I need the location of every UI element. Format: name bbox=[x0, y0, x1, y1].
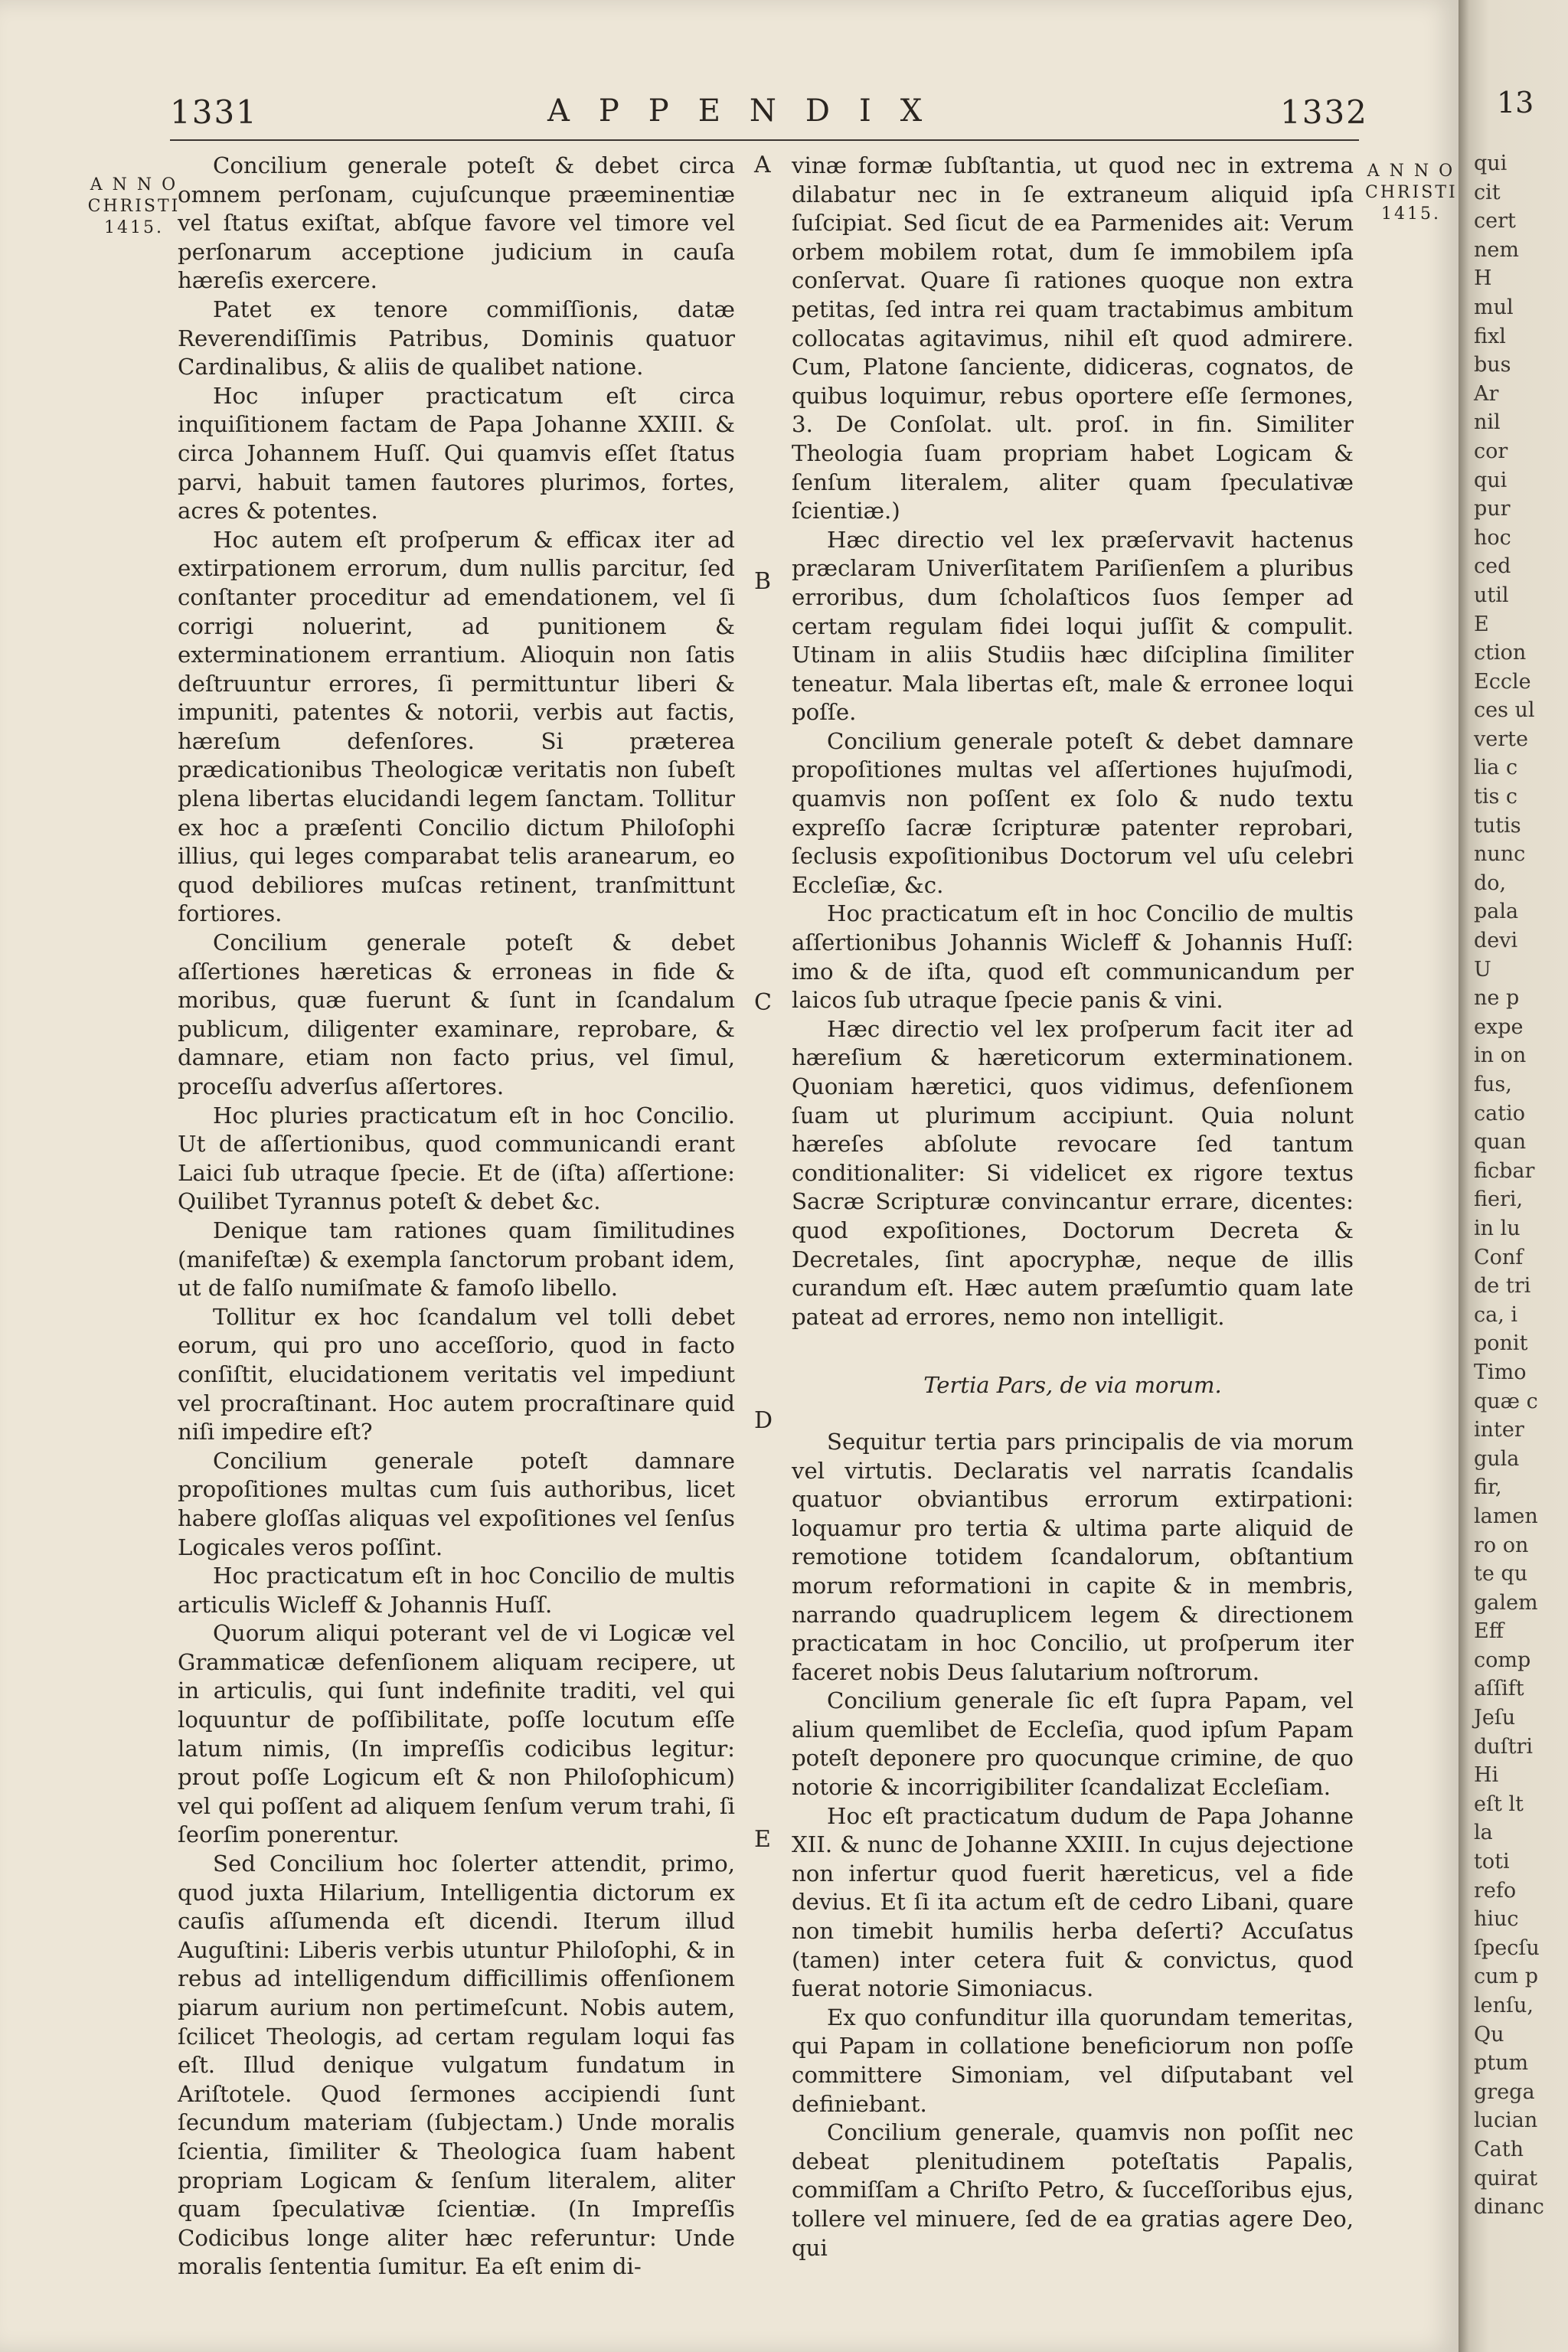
adjacent-page-line: ction bbox=[1474, 641, 1527, 665]
adjacent-page-line: do, bbox=[1474, 871, 1507, 895]
adjacent-page-line: cum p bbox=[1474, 1965, 1538, 1989]
paragraph: Hoc eſt practicatum dudum de Papa Johanne XII. & nunc de Johanne XXIII. In cujus dejectione non infertur quod fuerit hæreticus, vel a fide devius. Et ſi ita actum eſt de cedro Libani, quare non timebit humilis herba deſerti? Accuſatus (tamen) inter cetera fuit & convictus, quod fuerat notorie Simoniacus. bbox=[792, 1802, 1354, 2002]
adjacent-page-line: Eff bbox=[1474, 1619, 1504, 1644]
adjacent-page-line: ptum bbox=[1474, 2051, 1529, 2076]
adjacent-page-line: grega bbox=[1474, 2079, 1535, 2104]
adjacent-page-line: nil bbox=[1474, 410, 1501, 435]
adjacent-page-line: fir, bbox=[1474, 1475, 1502, 1500]
paragraph: vinæ formæ ſubſtantia, ut quod nec in extrema dilabatur nec in ſe extraneum aliquid ipſa ſuſcipiat. Sed ſicut de ea Parmenides ait: Verum orbem mobilem rotat, dum ſe immobilem ipſa conſervat. Quare ſi rationes quoque non extra petitas, ſed intra rei quam tractabimus ambitum collocatas agitavimus, nihil eſt quod admirere. Cum, Platone ſanciente, didiceras, cognatos, de quibus loquimur, rebus oportere eſſe ſermones, 3. De Conſolat. ult. proſ. in fin. Similiter Theologia ſuam propriam habet Logicam & ſenſum literalem, aliter quam ſpeculativæ ſcientiæ.) bbox=[792, 152, 1354, 524]
adjacent-page-number: 13 bbox=[1497, 86, 1534, 119]
adjacent-page-line: qui bbox=[1474, 152, 1508, 175]
adjacent-page-line: H bbox=[1474, 266, 1492, 291]
paragraph: Sed Concilium hoc ſolerter attendit, primo, quod juxta Hilarium, Intelligentia dictorum ex cauſis aſſumenda eſt dicendi. Iterum illud Auguſtini: Liberis verbis utuntur Philoſophi, & in rebus ad intelligendum difficillimis offenſionem piarum aurium non pertimeſcunt. Nobis autem, ſcilicet Theologis, ad certam regulam loqui fas eſt. Illud denique vulgatum fundatum in Ariſtotele. Quod ſermones accipiendi ſunt ſecundum materiam (ſubjectam.) Unde moralis ſcientia, ſimiliter & Theologica ſuam habent propriam Logicam & ſenſum literalem, aliter quam ſpeculativæ ſcientiæ. (In Impreſſis Codicibus longe aliter hæc referuntur: Unde moralis ſententia ſumitur. Ea eſt enim di- bbox=[178, 1851, 735, 2280]
section-letter: A bbox=[754, 152, 771, 178]
paragraph: Concilium generale poteſt damnare propoſitiones multas cum ſuis authoribus, licet habere gloſſas aliquas vel expoſitiones vel ſenſus Logicales veros poſſint. bbox=[178, 1447, 735, 1560]
paragraph: Hoc practicatum eſt in hoc Concilio de multis articulis Wicleff & Johannis Huſſ. bbox=[178, 1563, 735, 1618]
paragraph: Concilium generale ſic eſt ſupra Papam, vel alium quemlibet de Eccleſia, quod ipſum Papam poteſt deponere pro quocunque crimine, de quo notorie & incorrigibiliter ſcandalizat Eccleſiam. bbox=[792, 1687, 1354, 1801]
adjacent-page-line: E bbox=[1474, 612, 1489, 636]
adjacent-page-line: qui bbox=[1474, 468, 1508, 492]
adjacent-page-line: verte bbox=[1474, 727, 1528, 751]
adjacent-page-line: Timo bbox=[1474, 1360, 1527, 1384]
adjacent-page-line: bus bbox=[1474, 353, 1511, 377]
adjacent-page-line: hoc bbox=[1474, 525, 1511, 550]
adjacent-page-line: Hi bbox=[1474, 1763, 1499, 1788]
margin-note-year-left bbox=[84, 175, 184, 239]
margin-note-line: 1415. bbox=[104, 218, 164, 237]
adjacent-page-line: in on bbox=[1474, 1044, 1527, 1068]
paragraph: Tollitur ex hoc ſcandalum vel tolli debet eorum, qui pro uno acceſſorio, quod in facto conſiſtit, elucidationem veritatis vel impediunt vel procraſtinant. Hoc autem procraſtinare quid niſi impedire eſt? bbox=[178, 1303, 735, 1446]
paragraph: Patet ex tenore commiſſionis, datæ Reverendiſſimis Patribus, Dominis quatuor Cardinalibus, & aliis de qualibet natione. bbox=[178, 296, 735, 381]
adjacent-page-line: lucian bbox=[1474, 2109, 1538, 2133]
paragraph: Concilium generale poteſt & debet circa omnem perſonam, cujuſcunque præeminentiæ vel ſtatus exiſtat, abſque favore vel timore vel perſonarum acceptione judicium in cauſa hæreſis exercere. bbox=[178, 152, 735, 294]
adjacent-page-line: te qu bbox=[1474, 1562, 1528, 1586]
adjacent-page-line: quan bbox=[1474, 1130, 1527, 1155]
paragraph: Quorum aliqui poterant vel de vi Logicæ vel Grammaticæ defenſionem aliquam recipere, ut in articulis, qui ſunt indefinite traditi, vel qui loquuntur de poſſibilitate, poſſe locutum eſſe latum nimis, (In impreſſis codicibus legitur: prout poſſe Logicum eſt & non Philoſophicum) vel qui poſſent ad aliquem ſenſum verum trahi, ſi ſeorſim ponerentur. bbox=[178, 1620, 735, 1848]
running-title: APPENDIX bbox=[547, 93, 952, 129]
paragraph: Sequitur tertia pars principalis de via morum vel virtutis. Declaratis vel narratis ſcandalis quatuor obviantibus errorum extirpationi: loquamur pro tertia & ultima parte aliquid de remotione totidem ſcandalorum, obſtantium morum reformationi in capite & in membris, narrando quadruplicem legem & directionem practicatam in hoc Concilio, ut proſperum iter faceret nobis Deus ſalutarium noſtrorum. bbox=[792, 1428, 1354, 1685]
paragraph: Ex quo confunditur illa quorundam temeritas, qui Papam in collatione beneficiorum non poſſe committere Simoniam, vel diſputabant vel definiebant. bbox=[792, 2004, 1354, 2117]
adjacent-page-line: quæ c bbox=[1474, 1389, 1538, 1413]
adjacent-page-line: duſtri bbox=[1474, 1734, 1534, 1759]
adjacent-page-line: catio bbox=[1474, 1101, 1525, 1125]
adjacent-page-line: pala bbox=[1474, 900, 1519, 924]
adjacent-page-line: eſt lt bbox=[1474, 1792, 1524, 1816]
adjacent-page-line: ces ul bbox=[1474, 698, 1535, 723]
adjacent-page-line: toti bbox=[1474, 1850, 1510, 1874]
adjacent-page-line: fixl bbox=[1474, 324, 1506, 348]
adjacent-page-line: cor bbox=[1474, 439, 1508, 463]
adjacent-page-line: quirat bbox=[1474, 2166, 1538, 2190]
adjacent-page-line: cert bbox=[1474, 209, 1516, 234]
section-letter: E bbox=[754, 1826, 771, 1853]
adjacent-page-line: Cath bbox=[1474, 2137, 1524, 2161]
paragraph: Hoc practicatum eſt in hoc Concilio de multis aſſertionibus Johannis Wicleff & Johannis Huſſ: imo & de iſta, quod eſt communicandum per laicos ſub utraque ſpecie panis & vini. bbox=[792, 900, 1354, 1014]
adjacent-page-line: devi bbox=[1474, 929, 1518, 953]
adjacent-page-line: refo bbox=[1474, 1878, 1517, 1903]
adjacent-page-text bbox=[1474, 149, 1566, 2222]
adjacent-page-line: in lu bbox=[1474, 1216, 1521, 1240]
adjacent-page-line: de tri bbox=[1474, 1274, 1531, 1298]
adjacent-page-line: tutis bbox=[1474, 813, 1521, 838]
adjacent-page-line: ca, i bbox=[1474, 1302, 1518, 1327]
margin-note-line: CHRISTI bbox=[87, 197, 181, 216]
section-letter: B bbox=[754, 568, 772, 595]
adjacent-page-line: nunc bbox=[1474, 842, 1526, 867]
adjacent-page-line: Ar bbox=[1474, 381, 1499, 406]
paragraph: Hoc inſuper practicatum eſt circa inquiſitionem factam de Papa Johanne XXIII. & circa Johannem Huſſ. Qui quamvis eſſet ſtatus parvi, habuit tamen fautores plurimos, fortes, acres & potentes. bbox=[178, 382, 735, 524]
adjacent-page-line: gula bbox=[1474, 1446, 1520, 1471]
adjacent-page-line: ponit bbox=[1474, 1331, 1528, 1356]
adjacent-page-line: hiuc bbox=[1474, 1907, 1519, 1932]
adjacent-page-line: Jeſu bbox=[1474, 1706, 1516, 1730]
page-number-left: 1331 bbox=[170, 93, 258, 131]
adjacent-page-line: ne p bbox=[1474, 986, 1520, 1011]
paragraph: Concilium generale poteſt & debet aſſertiones hæreticas & erroneas in fide & moribus, quæ fuerunt & ſunt in ſcandalum publicum, diligenter examinare, reprobare, & damnare, etiam non facto prius, vel ſimul, proceſſu adverſus aſſertores. bbox=[178, 929, 735, 1099]
adjacent-page-line: cit bbox=[1474, 180, 1501, 204]
paragraph: Hoc autem eſt proſperum & efficax iter ad extirpationem errorum, dum nullis parcitur, ſed conſtanter proceditur ad emendationem, vel ſi corrigi noluerint, ad punitionem & exterminationem errantium. Alioquin non ſatis deſtruuntur errores, ſi permittuntur liberi & impuniti, patentes & notorii, verbis aut factis, hæreſum defenſores. Si præterea prædicationibus Theologicæ veritatis non ſubeſt plena libertas elucidandi legem ſanctam. Tollitur ex hoc a præſenti Concilio dictum Philoſophi illius, qui leges comparabat telis aranearum, eo quod debiliores muſcas retinent, tranſmittunt fortiores. bbox=[178, 526, 735, 927]
adjacent-page-line: ſpecſu bbox=[1474, 1936, 1540, 1960]
adjacent-page-line: galem bbox=[1474, 1590, 1538, 1615]
adjacent-page-line: lamen bbox=[1474, 1504, 1538, 1528]
section-heading: Tertia Pars, de via morum. bbox=[923, 1372, 1222, 1399]
margin-note-line: 1415. bbox=[1381, 204, 1441, 224]
adjacent-page-line: U bbox=[1474, 957, 1491, 982]
adjacent-page-line: ced bbox=[1474, 554, 1511, 579]
adjacent-page-line: Qu bbox=[1474, 2022, 1504, 2047]
paragraph: Concilium generale poteſt & debet damnare propoſitiones multas vel aſſertiones hujuſmodi, quamvis non poſſent ex ſolo & nudo textu expreſſo ſacræ ſcripturæ patenter reprobari, ſeclusis expoſitionibus Doctorum vel uſu celebri Eccleſiæ, &c. bbox=[792, 727, 1354, 898]
adjacent-page-line: dinanc bbox=[1474, 2195, 1544, 2220]
adjacent-page-line: comp bbox=[1474, 1648, 1531, 1672]
margin-note-line: A N N O bbox=[1367, 162, 1455, 181]
margin-note-line: CHRISTI bbox=[1365, 183, 1458, 202]
paragraph: Hoc pluries practicatum eſt in hoc Concilio. Ut de aſſertionibus, quod communicandi erant Laici ſub utraque ſpecie. Et de (iſta) aſſertione: Quilibet Tyrannus poteſt & debet &c. bbox=[178, 1102, 735, 1215]
adjacent-page-line: ro on bbox=[1474, 1533, 1529, 1557]
left-column bbox=[178, 152, 735, 2282]
margin-note-line: A N N O bbox=[90, 175, 178, 194]
adjacent-page-line: inter bbox=[1474, 1418, 1524, 1442]
paragraph: Hæc directio vel lex proſperum facit iter ad hæreſium & hæreticorum exterminationem. Quoniam hæretici, quos vidimus, defenſionem ſuam ut plurimum accipiunt. Quia nolunt hæreſes abſolute revocare ſed tantum conditionaliter: Si videlicet ex rigore textus Sacræ Scripturæ convincantur errare, dicentes: quod expoſitiones, Doctorum Decreta & Decretales, ſint apocryphæ, neque de illis curandum eſt. Hæc autem præſumtio quam late pateat ad errores, nemo non intelligit. bbox=[792, 1015, 1354, 1330]
adjacent-page-line: expe bbox=[1474, 1014, 1524, 1039]
right-column bbox=[792, 152, 1354, 2262]
paragraph: Hæc directio vel lex præſervavit hactenus præclaram Univerſitatem Pariſienſem a pluribus erroribus, dum ſcholaſticos ſuos ſemper ad certam regulam fidei loqui juſſit & compulit. Utinam in aliis Studiis hæc diſciplina ſimiliter teneatur. Mala libertas eſt, male & erronee loqui poſſe. bbox=[792, 526, 1354, 726]
adjacent-page-fragment bbox=[1459, 0, 1568, 2352]
paragraph: Concilium generale, quamvis non poſſit nec debeat plenitudinem poteſtatis Papalis, commiſſam a Chriſto Petro, & ſucceſſoribus ejus, tollere vel minuere, ſed de ea gratias agere Deo, qui bbox=[792, 2119, 1354, 2261]
section-letter: C bbox=[754, 989, 772, 1016]
adjacent-page-line: tis c bbox=[1474, 785, 1518, 809]
adjacent-page-line: mul bbox=[1474, 295, 1514, 319]
adjacent-page-line: fus, bbox=[1474, 1073, 1512, 1096]
adjacent-page-line: aſſift bbox=[1474, 1677, 1524, 1701]
section-letter: D bbox=[754, 1407, 773, 1434]
adjacent-page-line: util bbox=[1474, 583, 1509, 607]
adjacent-page-line: Eccle bbox=[1474, 669, 1531, 694]
adjacent-page-line: Conf bbox=[1474, 1245, 1524, 1269]
adjacent-page-line: fieri, bbox=[1474, 1187, 1524, 1212]
page-number-right: 1332 bbox=[1280, 93, 1368, 131]
header-rule bbox=[170, 139, 1359, 141]
adjacent-page-line: ficbar bbox=[1474, 1158, 1535, 1183]
adjacent-page-line: nem bbox=[1474, 237, 1519, 262]
adjacent-page-line: la bbox=[1474, 1821, 1493, 1845]
margin-note-year-right bbox=[1365, 161, 1457, 225]
adjacent-page-line: pur bbox=[1474, 497, 1511, 521]
adjacent-page-line: lia c bbox=[1474, 756, 1518, 780]
paragraph: Denique tam rationes quam ſimilitudines (manifeſtæ) & exempla ſanctorum probant idem, ut de falſo numiſmate & famoſo libello. bbox=[178, 1217, 735, 1302]
adjacent-page-line: lenſu, bbox=[1474, 1994, 1534, 2017]
